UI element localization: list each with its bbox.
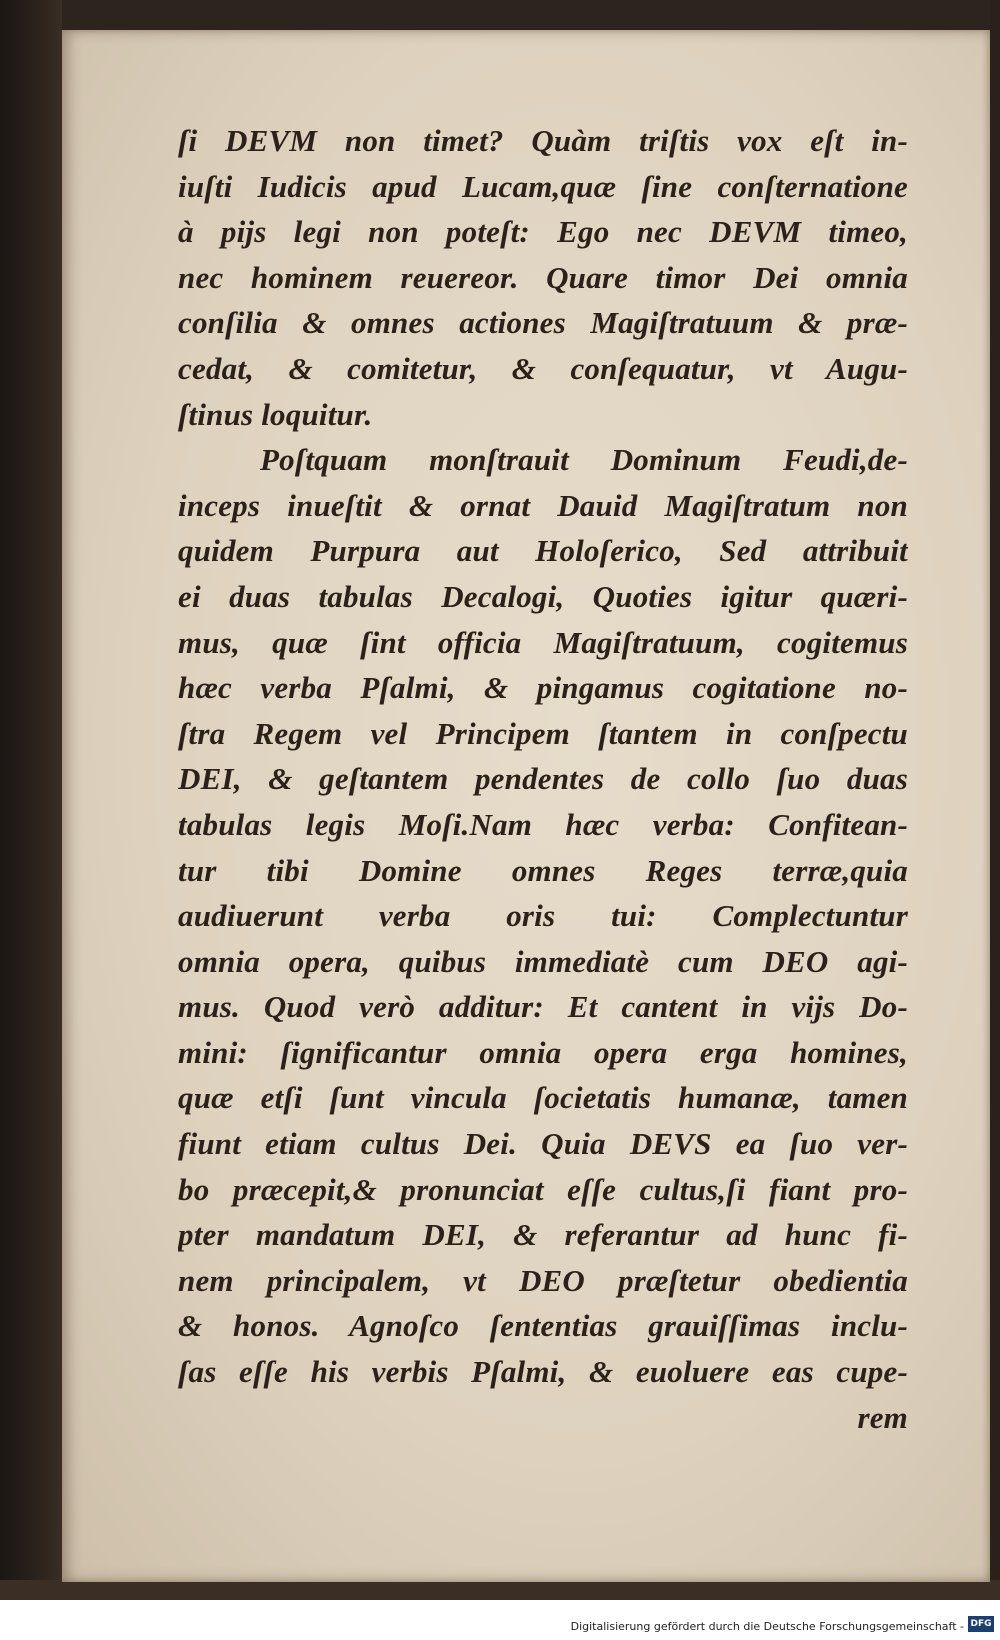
- text-line: DEI, & geſtantem pendentes de collo ſuo duas: [178, 761, 908, 797]
- text-line: audiuerunt verba oris tui: Complectuntur: [178, 898, 908, 934]
- text-line: pter mandatum DEI, & referantur ad hunc fi-: [178, 1217, 908, 1253]
- text-line: & honos. Agnoſco ſententias grauiſſimas inclu-: [178, 1308, 908, 1344]
- text-line: ſtinus loquitur.: [178, 396, 373, 432]
- text-line: nem principalem, vt DEO præſtetur obedientia: [178, 1262, 908, 1298]
- text-line: conſilia & omnes actiones Magiſtratuum & præ-: [178, 305, 908, 341]
- catchword: rem: [857, 1399, 908, 1435]
- funding-notice: Digitalisierung gefördert durch die Deutsche Forschungsgemeinschaft -: [570, 1620, 964, 1633]
- text-line: mus. Quod verò additur: Et cantent in vijs Do-: [178, 989, 908, 1025]
- scan-border-bottom: [0, 1580, 1000, 1600]
- text-line: bo præcepit,& pronunciat eſſe cultus,ſi fiant pro-: [178, 1171, 908, 1207]
- text-line: tur tibi Domine omnes Reges terræ,quia: [178, 852, 908, 888]
- text-line: hæc verba Pſalmi, & pingamus cogitatione no-: [178, 670, 908, 706]
- text-line: mini: ſignificantur omnia opera erga homines,: [178, 1034, 908, 1070]
- text-line: omnia opera, quibus immediatè cum DEO agi-: [178, 943, 908, 979]
- text-line: Poſtquam monſtrauit Dominum Feudi,de-: [260, 442, 908, 478]
- text-line: tabulas legis Moſi.Nam hæc verba: Confitean-: [178, 806, 908, 842]
- text-line: ei duas tabulas Decalogi, Quoties igitur quæri-: [178, 578, 908, 614]
- text-line: ſas eſſe his verbis Pſalmi, & euoluere eas cupe-: [178, 1354, 908, 1390]
- page-text: [178, 118, 908, 1440]
- text-line: ſi DEVM non timet? Quàm triſtis vox eſt in-: [178, 123, 908, 158]
- scan-border-left: [0, 0, 62, 1600]
- text-line: à pijs legi non poteſt: Ego nec DEVM timeo,: [178, 214, 908, 250]
- text-line: iuſti Iudicis apud Lucam,quæ ſine conſternatione: [178, 168, 908, 204]
- text-line: inceps inueſtit & ornat Dauid Magiſtratum non: [178, 487, 908, 523]
- text-line: cedat, & comitetur, & conſequatur, vt Augu-: [178, 350, 908, 386]
- text-line: quidem Purpura aut Holoſerico, Sed attribuit: [178, 533, 908, 569]
- text-line: fiunt etiam cultus Dei. Quia DEVS ea ſuo ver-: [178, 1126, 908, 1162]
- text-line: mus, quæ ſint officia Magiſtratuum, cogitemus: [178, 624, 908, 660]
- scan-border-right: [990, 0, 1000, 1600]
- scan-border-top: [0, 0, 1000, 30]
- text-line: nec hominem reuereor. Quare timor Dei omnia: [178, 259, 908, 295]
- text-line: quæ etſi ſunt vincula ſocietatis humanæ, tamen: [178, 1080, 908, 1116]
- text-line: ſtra Regem vel Principem ſtantem in conſpectu: [178, 715, 908, 751]
- dfg-logo: DFG: [968, 1616, 994, 1632]
